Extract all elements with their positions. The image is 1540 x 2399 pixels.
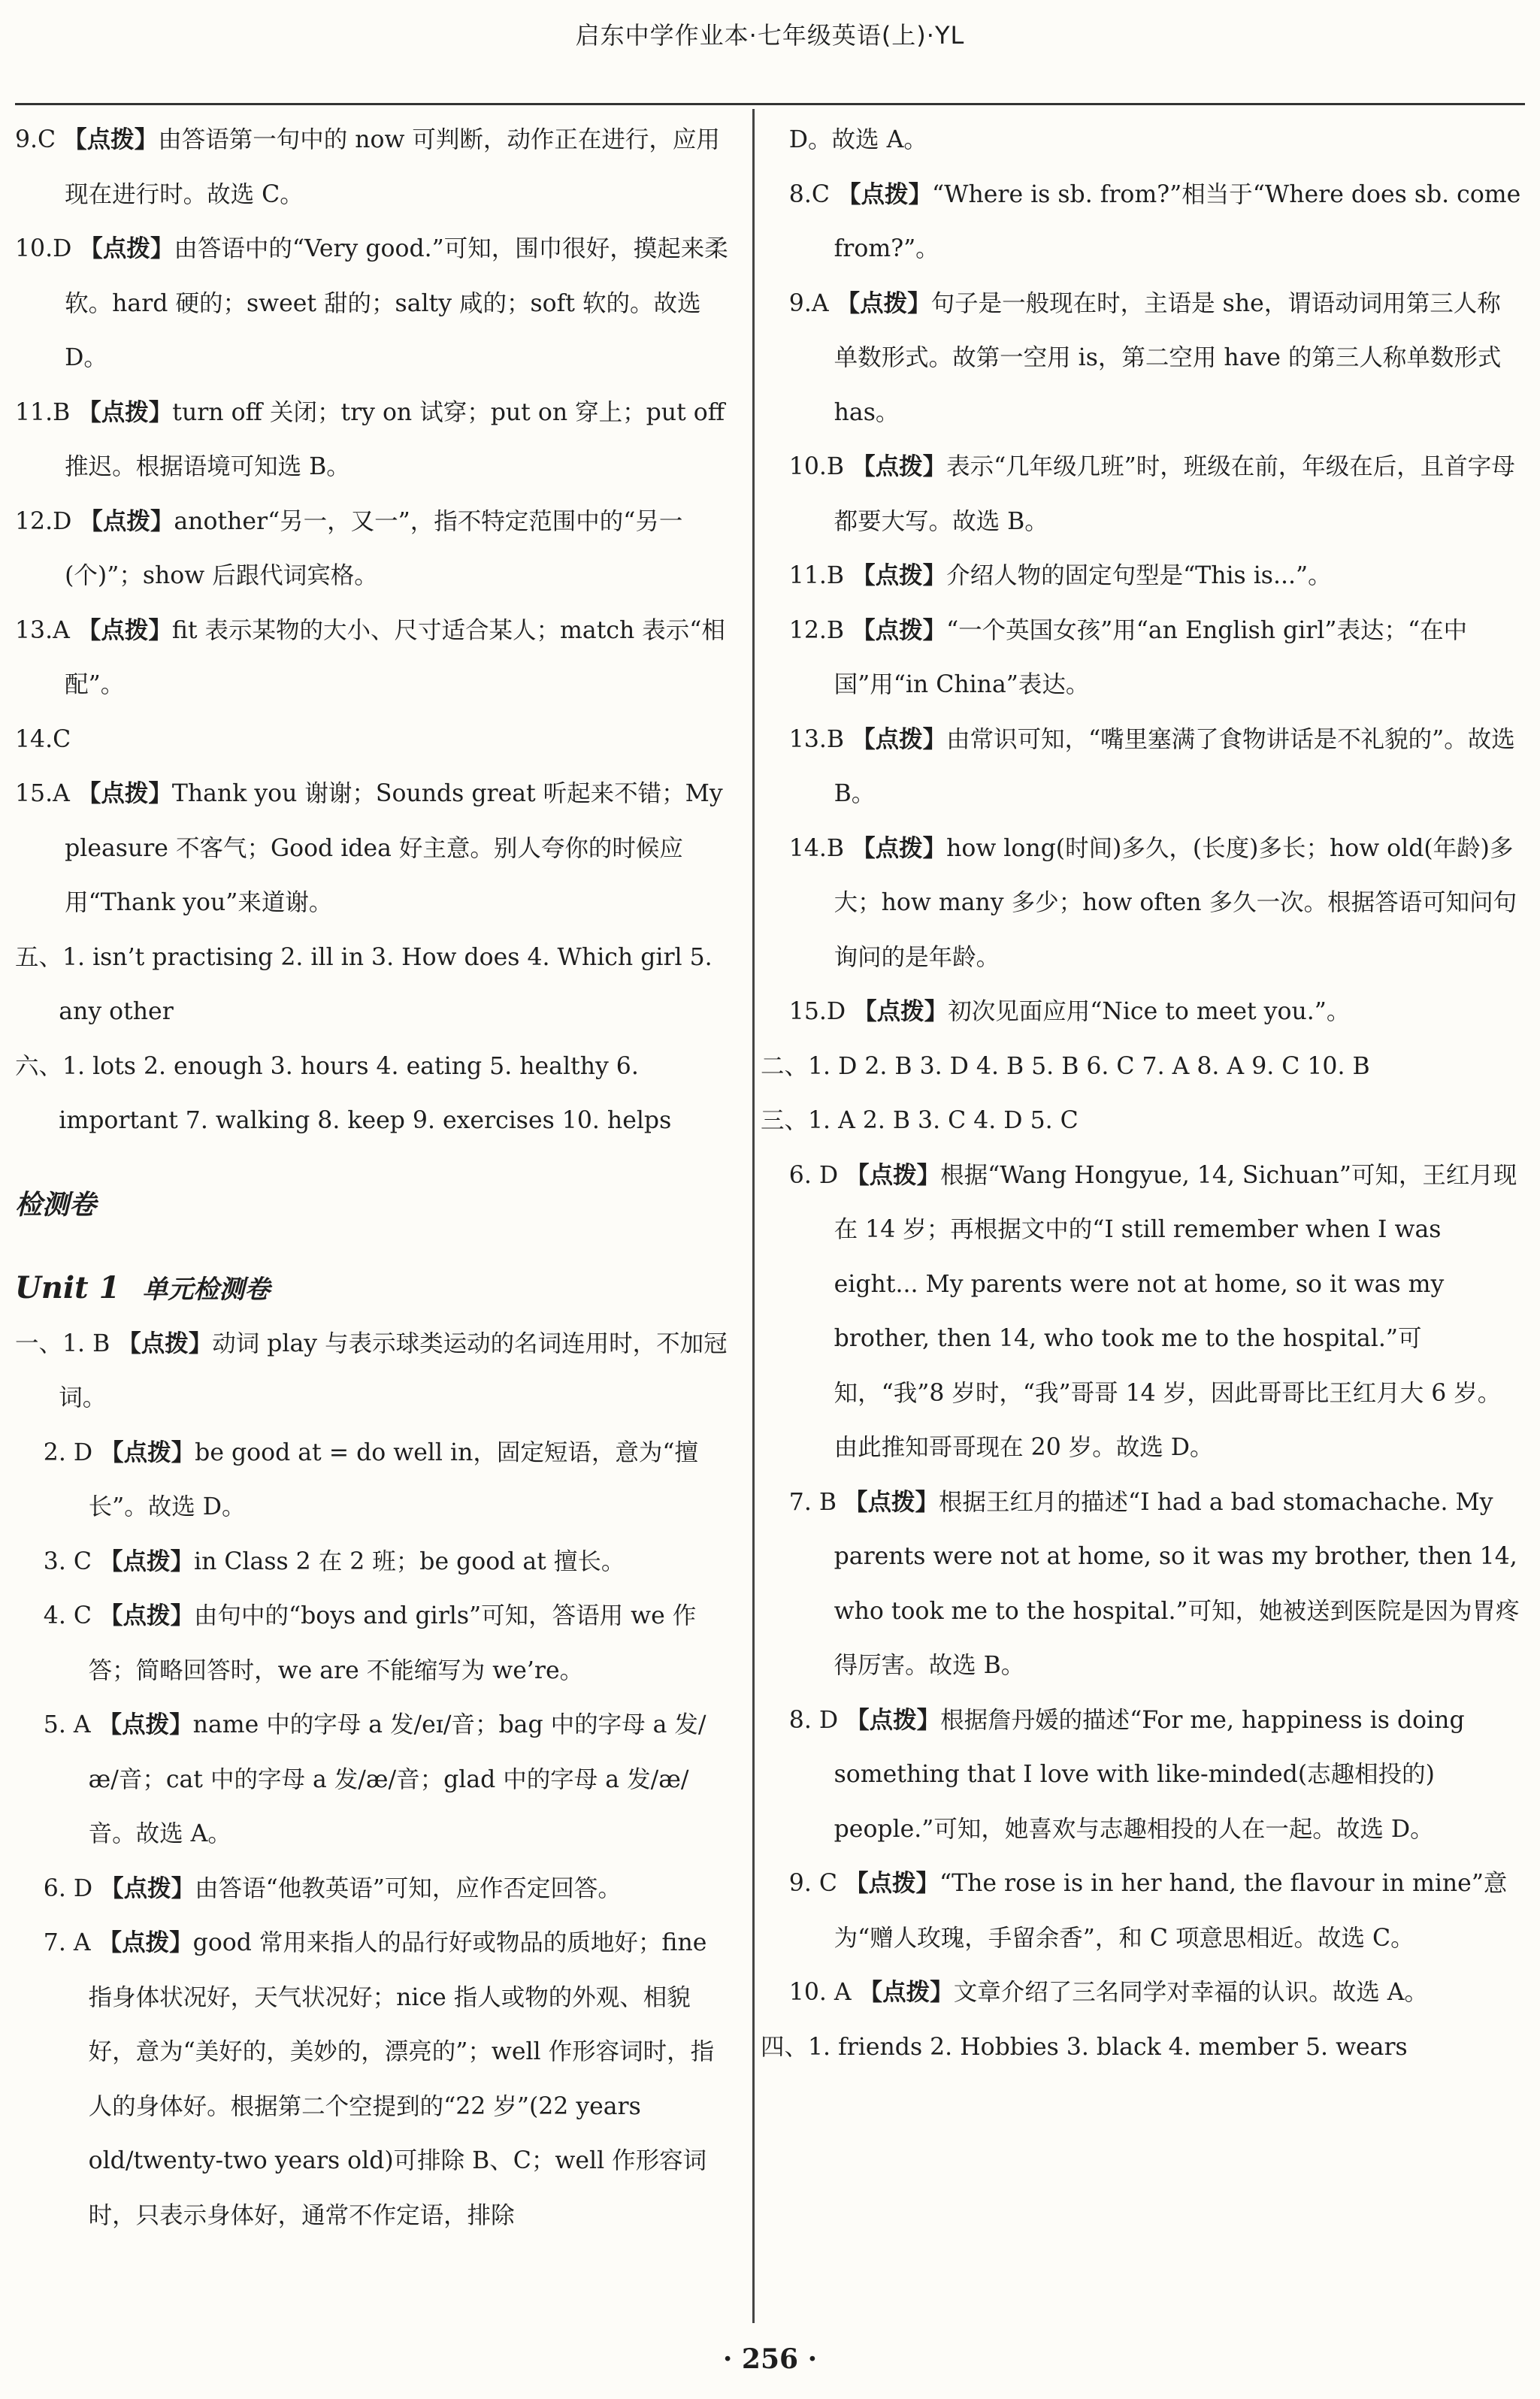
hint-tag: 【点拨】 xyxy=(79,507,174,535)
unit-answer-4: 4. C 【点拨】由句中的“boys and girls”可知，答语用 we 作答；简略回答时，we are 不能缩写为 we’re。 xyxy=(43,1602,697,1684)
section-3-answer-9: 9. C 【点拨】“The rose is in her hand, the flavour in mine”意为“赠人玫瑰，手留余香”，和 C 项意思相近。故选 C。 xyxy=(788,1870,1508,1952)
hint-tag: 【点拨】 xyxy=(98,1602,194,1629)
running-header: 启东中学作业本·七年级英语(上)·YL xyxy=(575,21,965,50)
hint-tag: 【点拨】 xyxy=(77,616,172,644)
hint-tag: 【点拨】 xyxy=(852,453,947,480)
answer-13: 13.A 【点拨】fit 表示某物的大小、尺寸适合某人；match 表示“相配”。 xyxy=(15,616,725,698)
page-number: · 256 · xyxy=(722,2343,818,2375)
section-6-answers: 六、1. lots 2. enough 3. hours 4. eating 5. healthy 6. important 7. walking 8. keep 9. exercises 10. helps xyxy=(15,1052,672,1134)
answer-14: 14.C xyxy=(15,725,71,753)
unit-answer-2: 2. D 【点拨】be good at = do well in，固定短语，意为“擅长”。故选 D。 xyxy=(43,1438,698,1520)
hint-tag: 【点拨】 xyxy=(98,1711,193,1738)
unit-answer-13: 13.B 【点拨】由常识可知，“嘴里塞满了食物讲话是不礼貌的”。故选 B。 xyxy=(788,725,1515,807)
continued-answer: D。故选 A。 xyxy=(788,126,927,153)
left-column xyxy=(15,113,733,2243)
unit-answer-8: 8.C 【点拨】“Where is sb. from?”相当于“Where does sb. come from?”。 xyxy=(788,180,1521,262)
unit-answer-5: 5. A 【点拨】name 中的字母 a 发/eɪ/音；bag 中的字母 a 发/æ/音；cat 中的字母 a 发/æ/音；glad 中的字母 a 发/æ/音。故选 A。 xyxy=(43,1711,706,1847)
section-5-answers: 五、1. isn’t practising 2. ill in 3. How does 4. Which girl 5. any other xyxy=(15,943,713,1025)
right-column xyxy=(761,113,1524,2074)
unit-label: Unit 1 xyxy=(15,1269,120,1305)
answer-15: 15.A 【点拨】Thank you 谢谢；Sounds great 听起来不错；My pleasure 不客气；Good idea 好主意。别人夸你的时候应用“Thank you”来道谢。 xyxy=(15,780,723,916)
unit-answer-12: 12.B 【点拨】“一个英国女孩”用“an English girl”表达；“在中国”用“in China”表达。 xyxy=(788,616,1468,698)
section-3-answers: 三、1. A 2. B 3. C 4. D 5. C xyxy=(761,1107,1079,1134)
unit-subtitle: 单元检测卷 xyxy=(142,1274,271,1305)
hint-tag: 【点拨】 xyxy=(852,562,947,589)
unit-answer-7: 7. A 【点拨】good 常用来指人的品行好或物品的质地好；fine 指身体状况好，天气状况好；nice 指人或物的外观、相貌好，意为“美好的，美妙的，漂亮的”；well 作形容词时，指人的身体好。根据第二个空提到的“22 岁”(22 years old/twenty-two years old)可排除 B、C；well 作形容词时，只表示身体好，通常不作定语，排除 xyxy=(43,1929,715,2229)
hint-tag: 【点拨】 xyxy=(100,1874,195,1902)
unit-heading xyxy=(15,1261,733,1317)
hint-tag: 【点拨】 xyxy=(98,1929,193,1956)
section-3-answer-7: 7. B 【点拨】根据王红月的描述“I had a bad stomachache. My parents were not at home, so it was my brother, then 14, who took me to the hospital.”可知，她被送到医院是因为胃疼得厉害。故选 B。 xyxy=(788,1488,1520,1679)
unit-answer-9: 9.A 【点拨】句子是一般现在时，主语是 she，谓语动词用第三人称单数形式。故第一空用 is，第二空用 have 的第三人称单数形式 has。 xyxy=(788,289,1502,426)
hint-tag: 【点拨】 xyxy=(100,1438,195,1466)
hint-tag: 【点拨】 xyxy=(837,180,932,208)
unit-answer-14: 14.B 【点拨】how long(时间)多久，(长度)多长；how old(年龄)多大；how many 多少；how often 多久一次。根据答语可知问句询问的是年龄。 xyxy=(788,834,1517,971)
hint-tag: 【点拨】 xyxy=(852,616,947,644)
hint-tag: 【点拨】 xyxy=(846,1161,941,1189)
hint-tag: 【点拨】 xyxy=(836,289,931,317)
section-2-answers: 二、1. D 2. B 3. D 4. B 5. B 6. C 7. A 8. A 9. C 10. B xyxy=(761,1052,1370,1080)
hint-tag: 【点拨】 xyxy=(79,235,174,262)
hint-tag: 【点拨】 xyxy=(852,834,947,862)
hint-tag: 【点拨】 xyxy=(77,398,173,426)
hint-tag: 【点拨】 xyxy=(858,1979,954,2006)
unit-answer-15: 15.D 【点拨】初次见面应用“Nice to meet you.”。 xyxy=(788,998,1351,1025)
test-paper-heading: 检测卷 xyxy=(15,1189,97,1221)
hint-tag: 【点拨】 xyxy=(846,1706,941,1734)
section-4-answers: 四、1. friends 2. Hobbies 3. black 4. member 5. wears xyxy=(761,2033,1408,2061)
hint-tag: 【点拨】 xyxy=(77,780,172,807)
answer-10: 10.D 【点拨】由答语中的“Very good.”可知，围巾很好，摸起来柔软。hard 硬的；sweet 甜的；salty 咸的；soft 软的。故选 D。 xyxy=(15,235,728,371)
unit-answer-1: 一、1. B 【点拨】动词 play 与表示球类运动的名词连用时，不加冠词。 xyxy=(15,1330,728,1411)
header-rule xyxy=(15,103,1525,105)
hint-tag: 【点拨】 xyxy=(844,1488,939,1516)
section-3-answer-6: 6. D 【点拨】根据“Wang Hongyue, 14, Sichuan”可知，王红月现在 14 岁；再根据文中的“I still remember when I was eight... My parents were not at home, so it was my brother, then 14, who took me to the hospital.”可知，“我”8 岁时，“我”哥哥 14 岁，因此哥哥比王红月大 6 岁。由此推知哥哥现在 20 岁。故选 D。 xyxy=(788,1161,1517,1461)
hint-tag: 【点拨】 xyxy=(98,1547,194,1575)
hint-tag: 【点拨】 xyxy=(117,1330,213,1357)
hint-tag: 【点拨】 xyxy=(853,998,949,1025)
column-divider xyxy=(752,109,755,2323)
unit-answer-11: 11.B 【点拨】介绍人物的固定句型是“This is...”。 xyxy=(788,562,1332,589)
section-3-answer-10: 10. A 【点拨】文章介绍了三名同学对幸福的认识。故选 A。 xyxy=(788,1979,1428,2006)
unit-answer-6: 6. D 【点拨】由答语“他教英语”可知，应作否定回答。 xyxy=(43,1874,622,1902)
hint-tag: 【点拨】 xyxy=(63,126,159,153)
unit-answer-10: 10.B 【点拨】表示“几年级几班”时，班级在前，年级在后，且首字母都要大写。故选 B。 xyxy=(788,453,1515,535)
answer-12: 12.D 【点拨】another“另一，又一”，指不特定范围中的“另一(个)”；show 后跟代词宾格。 xyxy=(15,507,683,589)
section-3-answer-8: 8. D 【点拨】根据詹丹媛的描述“For me, happiness is doing something that I love with like-minded(志趣相投的) people.”可知，她喜欢与志趣相投的人在一起。故选 D。 xyxy=(788,1706,1465,1843)
hint-tag: 【点拨】 xyxy=(852,725,947,753)
unit-answer-3: 3. C 【点拨】in Class 2 在 2 班；be good at 擅长。 xyxy=(43,1547,625,1575)
hint-tag: 【点拨】 xyxy=(844,1870,939,1897)
answer-11: 11.B 【点拨】turn off 关闭；try on 试穿；put on 穿上；put off 推迟。根据语境可知选 B。 xyxy=(15,398,725,480)
answer-9: 9.C 【点拨】由答语第一句中的 now 可判断，动作正在进行，应用现在进行时。故选 C。 xyxy=(15,126,720,208)
